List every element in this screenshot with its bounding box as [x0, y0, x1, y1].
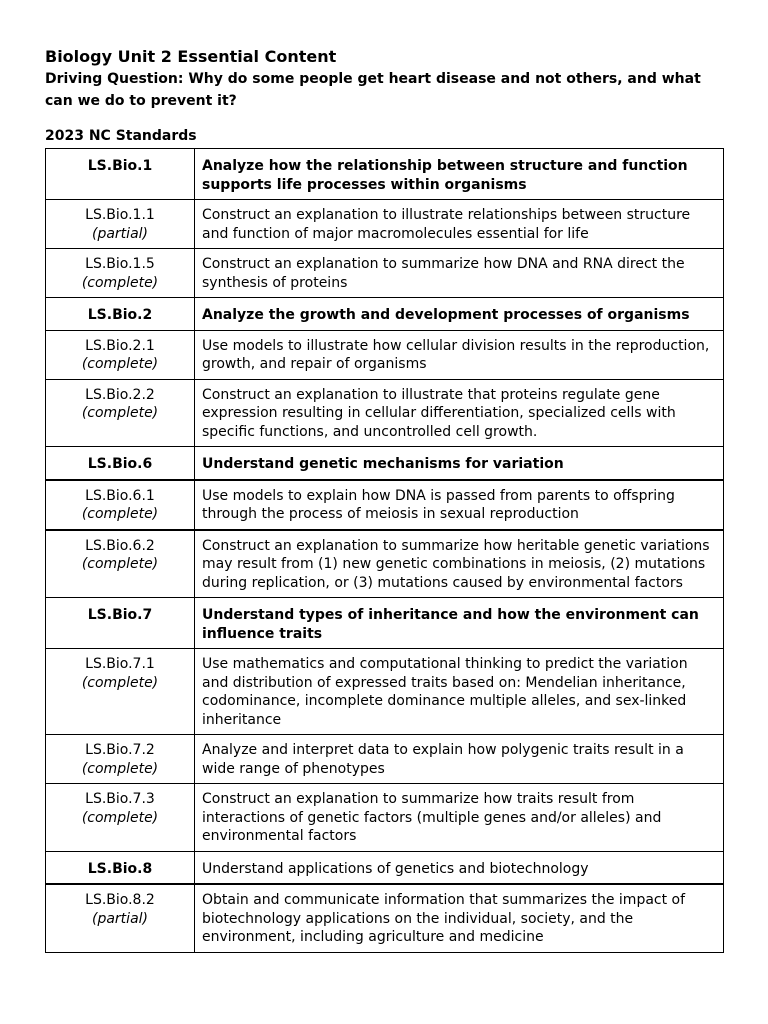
- standard-code-cell: [46, 379, 195, 447]
- table-row: [46, 649, 724, 735]
- standard-code: LS.Bio.8: [46, 851, 195, 884]
- standard-description: Understand applications of genetics and biotechnology: [195, 851, 724, 884]
- standard-description: Use mathematics and computational thinking to predict the variation and distribution of expressed traits based on: Mendelian inheritance, codominance, incomplete dominance multiple alleles, and sex-linked inheritance: [195, 649, 724, 735]
- table-row: [46, 784, 724, 852]
- standard-code: LS.Bio.7.2: [85, 742, 155, 758]
- standard-code: LS.Bio.6.2: [85, 537, 155, 554]
- table-row: [46, 530, 724, 598]
- standard-description: Analyze the growth and development processes of organisms: [195, 298, 724, 331]
- standard-status: (partial): [92, 225, 148, 242]
- standard-code-cell: [46, 530, 195, 598]
- document-title: Biology Unit 2 Essential Content: [45, 47, 337, 66]
- table-row: [46, 330, 724, 379]
- standard-description: Construct an explanation to summarize how heritable genetic variations may result from (1) new genetic combinations in meiosis, (2) mutations during replication, or (3) mutations caused by environmental factors: [195, 530, 724, 598]
- standard-code: LS.Bio.7.1: [85, 656, 155, 672]
- standard-description: Analyze how the relationship between structure and function supports life processes within organisms: [195, 149, 724, 200]
- table-row: [46, 379, 724, 447]
- standard-code: LS.Bio.1.1: [85, 207, 155, 223]
- table-row: [46, 200, 724, 249]
- standard-status: (complete): [81, 274, 159, 291]
- standards-heading: 2023 NC Standards: [45, 128, 197, 144]
- standard-code-cell: [46, 330, 195, 379]
- standard-code-cell: [46, 784, 195, 852]
- standard-status: (complete): [81, 556, 159, 572]
- standard-code: LS.Bio.7: [46, 598, 195, 649]
- standard-description: Construct an explanation to illustrate relationships between structure and function of major macromolecules essential for life: [195, 200, 724, 249]
- standard-description: Construct an explanation to illustrate that proteins regulate gene expression resulting in cellular differentiation, specialized cells with specific functions, and uncontrolled cell growth.: [195, 379, 724, 447]
- standard-code-cell: [46, 649, 195, 735]
- standard-description: Construct an explanation to summarize how DNA and RNA direct the synthesis of proteins: [195, 249, 724, 298]
- standard-code: LS.Bio.1: [46, 149, 195, 200]
- driving-question: Driving Question: Why do some people get heart disease and not others, and what can we do to prevent it?: [45, 71, 701, 109]
- standard-code: LS.Bio.8.2: [85, 892, 155, 908]
- table-row: [46, 480, 724, 530]
- standard-code-cell: [46, 884, 195, 952]
- standard-status: (complete): [81, 405, 159, 421]
- standard-code: LS.Bio.1.5: [85, 256, 155, 272]
- standard-description: Obtain and communicate information that summarizes the impact of biotechnology applications on the individual, society, and the environment, including agriculture and medicine: [195, 884, 724, 952]
- table-row: [46, 447, 724, 480]
- standard-code-cell: [46, 200, 195, 249]
- standard-description: Understand genetic mechanisms for variation: [195, 447, 724, 480]
- standard-code: LS.Bio.7.3: [85, 791, 155, 807]
- standard-code: LS.Bio.2.1: [85, 337, 155, 354]
- table-row: [46, 598, 724, 649]
- standard-code: LS.Bio.2.2: [85, 386, 155, 403]
- standard-description: Understand types of inheritance and how the environment can influence traits: [195, 598, 724, 649]
- standard-status: (complete): [81, 674, 159, 691]
- standard-code: LS.Bio.6: [46, 447, 195, 480]
- standard-description: Use models to illustrate how cellular division results in the reproduction, growth, and repair of organisms: [195, 330, 724, 379]
- standard-code-cell: [46, 249, 195, 298]
- table-row: [46, 149, 724, 200]
- standard-code-cell: [46, 480, 195, 530]
- standard-description: Use models to explain how DNA is passed from parents to offspring through the process of meiosis in sexual reproduction: [195, 480, 724, 530]
- standard-status: (complete): [81, 356, 159, 372]
- table-row: [46, 735, 724, 784]
- standard-status: (complete): [81, 809, 159, 826]
- standard-status: (complete): [81, 506, 159, 522]
- standard-status: (complete): [81, 760, 159, 777]
- table-row: [46, 249, 724, 298]
- table-row: [46, 851, 724, 884]
- standard-code: LS.Bio.6.1: [85, 487, 155, 504]
- standard-description: Construct an explanation to summarize how traits result from interactions of genetic factors (multiple genes and/or alleles) and environmental factors: [195, 784, 724, 852]
- document-page: [45, 46, 724, 953]
- standard-code-cell: [46, 735, 195, 784]
- standard-code: LS.Bio.2: [46, 298, 195, 331]
- standard-status: (partial): [92, 910, 148, 927]
- standards-table: [45, 148, 724, 953]
- table-row: [46, 298, 724, 331]
- table-row: [46, 884, 724, 952]
- standard-description: Analyze and interpret data to explain how polygenic traits result in a wide range of phenotypes: [195, 735, 724, 784]
